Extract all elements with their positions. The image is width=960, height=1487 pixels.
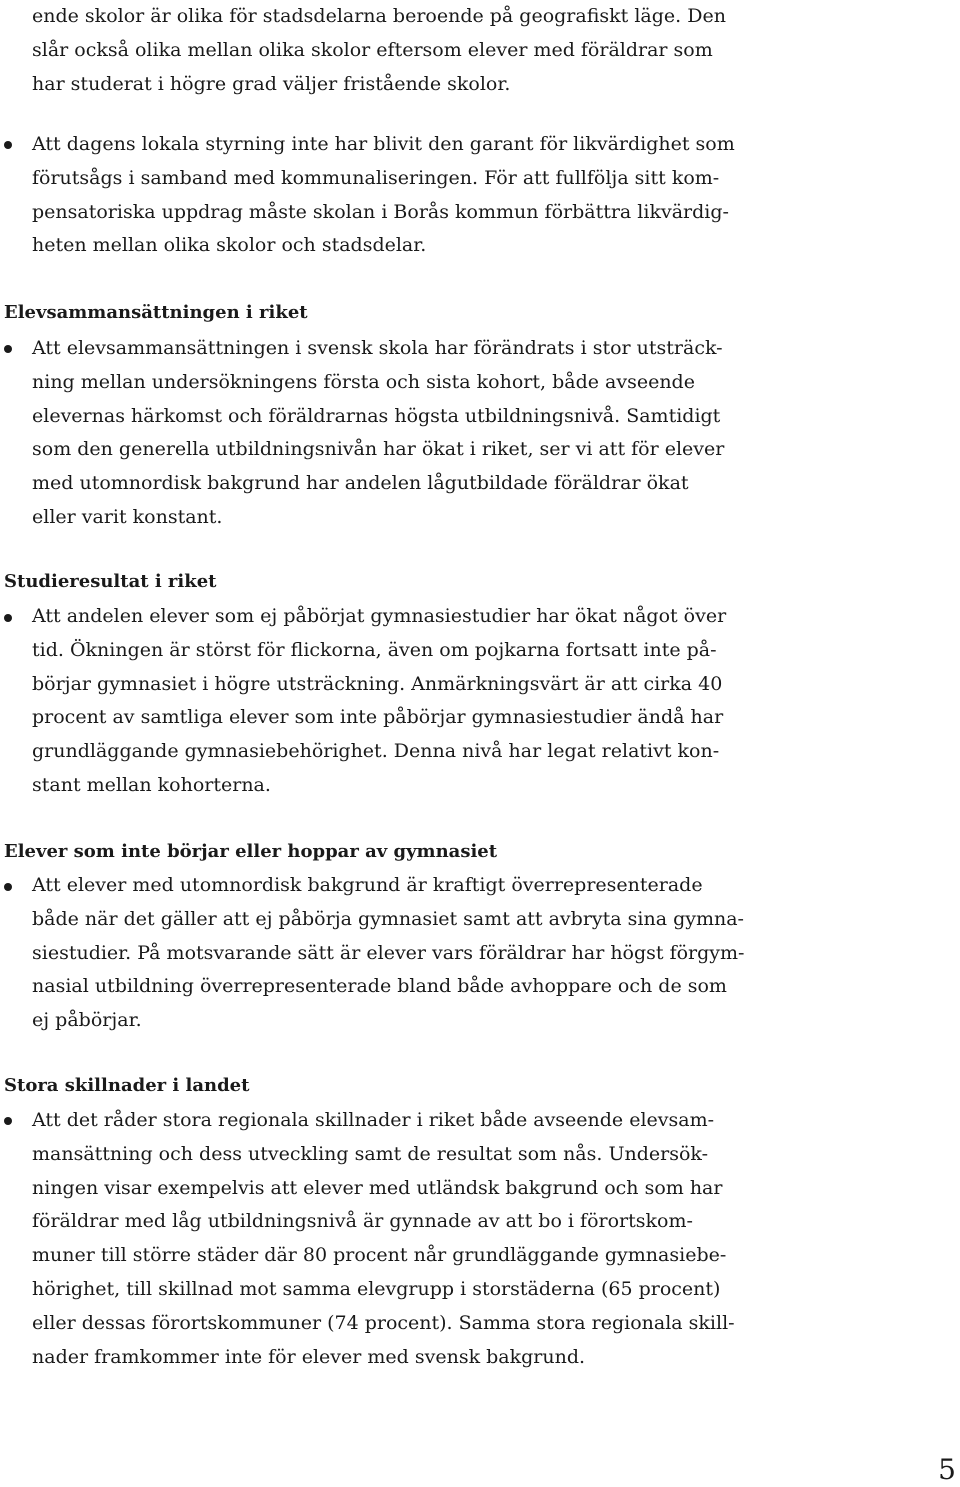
section-heading: Elevsammansättningen i riket xyxy=(4,302,308,323)
text-line: muner till större städer där 80 procent når grundläggande gymnasiebe- xyxy=(32,1244,727,1267)
section-heading: Stora skillnader i landet xyxy=(4,1075,250,1096)
text-line: börjar gymnasiet i högre utsträckning. Anmärkningsvärt är att cirka 40 xyxy=(32,672,723,695)
text-line: Att elevsammansättningen i svensk skola har förändrats i stor utsträck- xyxy=(32,337,723,359)
text-line: både när det gäller att ej påbörja gymnasiet samt att avbryta sina gymna- xyxy=(32,907,744,930)
section1-bullet xyxy=(32,332,772,535)
bullet-icon xyxy=(4,345,12,353)
text-line: föräldrar med låg utbildningsnivå är gynnade av att bo i förortskom- xyxy=(32,1210,693,1233)
text-line: ej påbörjar. xyxy=(32,1009,142,1032)
intro-paragraph xyxy=(32,0,772,101)
text-line: ning mellan undersökningens första och sista kohort, både avseende xyxy=(32,370,695,393)
text-line: grundläggande gymnasiebehörighet. Denna nivå har legat relativt kon- xyxy=(32,740,720,763)
section2-bullet xyxy=(32,600,772,803)
text-line: nasial utbildning överrepresenterade bland både avhoppare och de som xyxy=(32,975,727,998)
text-line: förutsågs i samband med kommunaliseringen. För att fullfölja sitt kom- xyxy=(32,166,720,189)
bullet-icon xyxy=(4,883,12,891)
section3-bullet xyxy=(32,869,772,1038)
bullet-local-governance xyxy=(32,128,772,263)
text-line: Att elever med utomnordisk bakgrund är kraftigt överrepresenterade xyxy=(32,874,703,896)
text-line: eller varit konstant. xyxy=(32,505,223,528)
text-line: slår också olika mellan olika skolor eftersom elever med föräldrar som xyxy=(32,38,713,61)
text-line: elevernas härkomst och föräldrarnas högsta utbildningsnivå. Samtidigt xyxy=(32,404,721,427)
section-heading: Studieresultat i riket xyxy=(4,571,217,592)
section4-bullet xyxy=(32,1104,772,1374)
text-line: som den generella utbildningsnivån har ökat i riket, ser vi att för elever xyxy=(32,438,725,461)
text-line: heten mellan olika skolor och stadsdelar. xyxy=(32,234,427,257)
section-heading: Elever som inte börjar eller hoppar av gymnasiet xyxy=(4,841,498,862)
text-line: ende skolor är olika för stadsdelarna beroende på geografiskt läge. Den xyxy=(32,5,726,27)
text-line: stant mellan kohorterna. xyxy=(32,773,271,796)
text-line: eller dessas förortskommuner (74 procent). Samma stora regionala skill- xyxy=(32,1311,735,1334)
text-line: har studerat i högre grad väljer fristående skolor. xyxy=(32,72,511,95)
bullet-icon xyxy=(4,614,12,622)
text-line: ningen visar exempelvis att elever med utländsk bakgrund och som har xyxy=(32,1176,723,1199)
text-line: procent av samtliga elever som inte påbörjar gymnasiestudier ändå har xyxy=(32,706,724,729)
text-line: Att det råder stora regionala skillnader i riket både avseende elevsam- xyxy=(32,1109,715,1131)
text-line: siestudier. På motsvarande sätt är elever vars föräldrar har högst förgym- xyxy=(32,941,745,964)
text-line: Att dagens lokala styrning inte har blivit den garant för likvärdighet som xyxy=(32,133,735,155)
text-line: pensatoriska uppdrag måste skolan i Borås kommun förbättra likvärdig- xyxy=(32,200,729,223)
text-line: tid. Ökningen är störst för flickorna, även om pojkarna fortsatt inte på- xyxy=(32,638,717,661)
text-line: med utomnordisk bakgrund har andelen lågutbildade föräldrar ökat xyxy=(32,472,689,495)
bullet-icon xyxy=(4,1117,12,1125)
text-line: mansättning och dess utveckling samt de resultat som nås. Undersök- xyxy=(32,1142,708,1165)
text-line: hörighet, till skillnad mot samma elevgrupp i storstäderna (65 procent) xyxy=(32,1277,721,1300)
text-line: nader framkommer inte för elever med svensk bakgrund. xyxy=(32,1345,586,1368)
page-number: 5 xyxy=(938,1453,956,1486)
bullet-icon xyxy=(4,141,12,149)
text-line: Att andelen elever som ej påbörjat gymnasiestudier har ökat något över xyxy=(32,605,727,627)
